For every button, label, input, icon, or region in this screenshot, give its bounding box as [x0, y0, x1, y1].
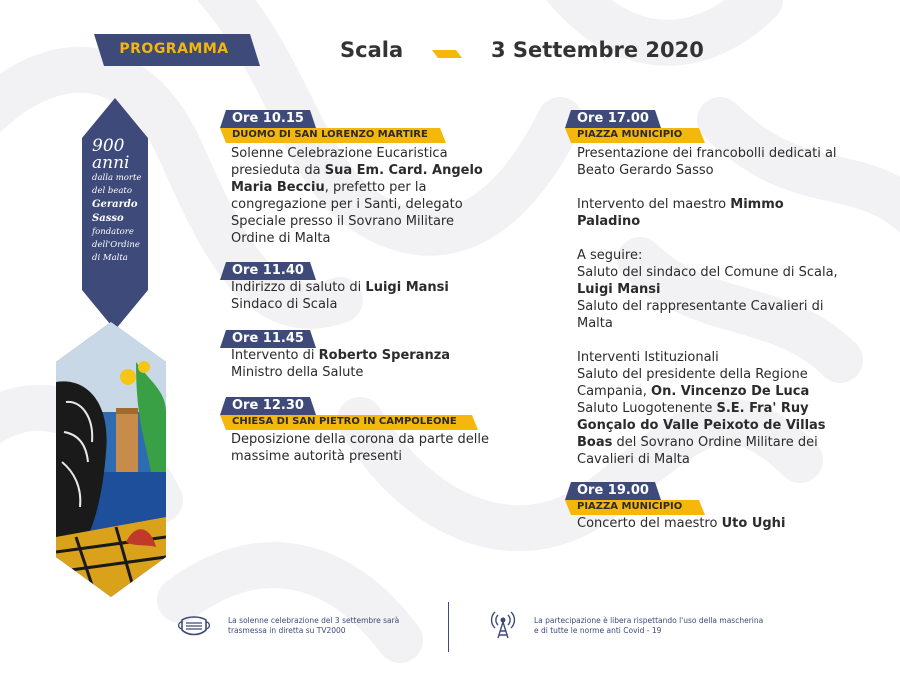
time-label: Ore 11.45: [232, 331, 304, 346]
description-text: Intervento del maestro: [577, 197, 731, 212]
description-bold: Roberto Speranza: [318, 348, 451, 363]
time-tag: [220, 262, 316, 280]
event-description: [231, 347, 491, 381]
location-label: CHIESA DI SAN PIETRO IN CAMPOLEONE: [232, 416, 457, 427]
badge-word: anni: [92, 153, 130, 173]
location-label: DUOMO DI SAN LORENZO MARTIRE: [232, 129, 428, 140]
location-tag: [565, 128, 705, 143]
footer-text: La solenne celebrazione del 3 settembre sarà: [228, 616, 400, 625]
location-label: PIAZZA MUNICIPIO: [577, 129, 683, 140]
description-text: [577, 196, 839, 230]
time-tag: [565, 110, 661, 128]
description-bold: Uto Ughi: [721, 516, 786, 531]
description-text: Concerto del maestro: [577, 516, 722, 531]
broadcast-tower-icon: [488, 610, 518, 640]
event-description: [231, 431, 491, 465]
description-bold: S.E. Fra' Ruy Gonçalo do Valle Peixoto de Villas Boas: [577, 401, 826, 450]
programma-tag: [88, 34, 260, 66]
description-bold: Sua Em. Card. Angelo Maria Becciu: [231, 163, 483, 195]
description-text: Saluto del presidente della Regione Campania,: [577, 367, 808, 399]
event-date: 3 Settembre 2020: [491, 38, 704, 62]
description-text: Presentazione dei francobolli dedicati al Beato Gerardo Sasso: [577, 146, 837, 178]
event-place: Scala: [340, 38, 404, 62]
time-tag: [220, 110, 316, 128]
description-text: Solenne Celebrazione Eucaristica presieduta da: [231, 146, 448, 178]
description-text: Indirizzo di saluto di: [231, 280, 366, 295]
face-mask-icon: [176, 612, 212, 640]
footer-broadcast-note: [228, 616, 428, 636]
description-text: Ministro della Salute: [231, 365, 364, 380]
location-tag: [565, 500, 705, 515]
footer-covid-note: [534, 616, 794, 636]
anniversary-badge: [82, 98, 148, 330]
description-bold: On. Vincenzo De Luca: [651, 384, 810, 399]
time-tag: [220, 397, 316, 415]
description-text: Intervento di: [231, 348, 319, 363]
description-text: A seguire:: [577, 248, 643, 263]
event-description: [231, 279, 491, 313]
badge-name-first: Gerardo: [92, 199, 138, 210]
footer-divider: [448, 602, 449, 652]
description-text: Saluto del rappresentante Cavalieri di Malta: [577, 299, 824, 331]
time-tag: [220, 330, 316, 348]
description-text: del Sovrano Ordine Militare dei Cavalieri di Malta: [577, 435, 818, 467]
badge-line: dell'Ordine: [92, 240, 140, 250]
description-text: [577, 264, 839, 298]
description-text: Saluto Luogotenente: [577, 401, 717, 416]
event-description: [577, 145, 839, 468]
badge-line: fondatore: [92, 227, 134, 237]
description-text: [577, 400, 839, 468]
time-tag: [565, 482, 661, 500]
time-label: Ore 17.00: [577, 111, 649, 126]
header-separator: [432, 50, 462, 58]
time-label: Ore 12.30: [232, 398, 304, 413]
event-description: [577, 515, 839, 532]
time-label: Ore 10.15: [232, 111, 304, 126]
badge-line: dalla morte: [92, 173, 142, 183]
description-bold: Luigi Mansi: [577, 282, 661, 297]
description-text: , prefetto per la congregazione per i Santi, delegato Speciale presso il Sovrano Militare Ordine di Malta: [231, 180, 463, 246]
badge-number: 900: [92, 136, 125, 156]
programma-label: PROGRAMMA: [119, 41, 229, 57]
description-text: Interventi Istituzionali: [577, 350, 719, 365]
location-label: PIAZZA MUNICIPIO: [577, 501, 683, 512]
description-bold: Mimmo Paladino: [577, 197, 784, 229]
event-description: [231, 145, 491, 247]
badge-line: del beato: [92, 186, 132, 196]
badge-name-last: Sasso: [92, 213, 124, 224]
location-tag: [220, 415, 478, 430]
location-tag: [220, 128, 446, 143]
description-bold: Luigi Mansi: [365, 280, 449, 295]
artwork-illustration: [56, 322, 166, 597]
time-label: Ore 11.40: [232, 263, 304, 278]
footer-text: trasmessa in diretta su TV2000: [228, 626, 346, 635]
badge-line: di Malta: [92, 253, 128, 263]
description-text: Sindaco di Scala: [231, 297, 338, 312]
description-text: [577, 366, 839, 400]
footer-text: La partecipazione è libera rispettando l'uso della mascherina: [534, 616, 764, 625]
time-label: Ore 19.00: [577, 483, 649, 498]
footer-text: e di tutte le norme anti Covid - 19: [534, 626, 662, 635]
description-text: Saluto del sindaco del Comune di Scala,: [577, 265, 838, 280]
description-text: Deposizione della corona da parte delle massime autorità presenti: [231, 432, 489, 464]
